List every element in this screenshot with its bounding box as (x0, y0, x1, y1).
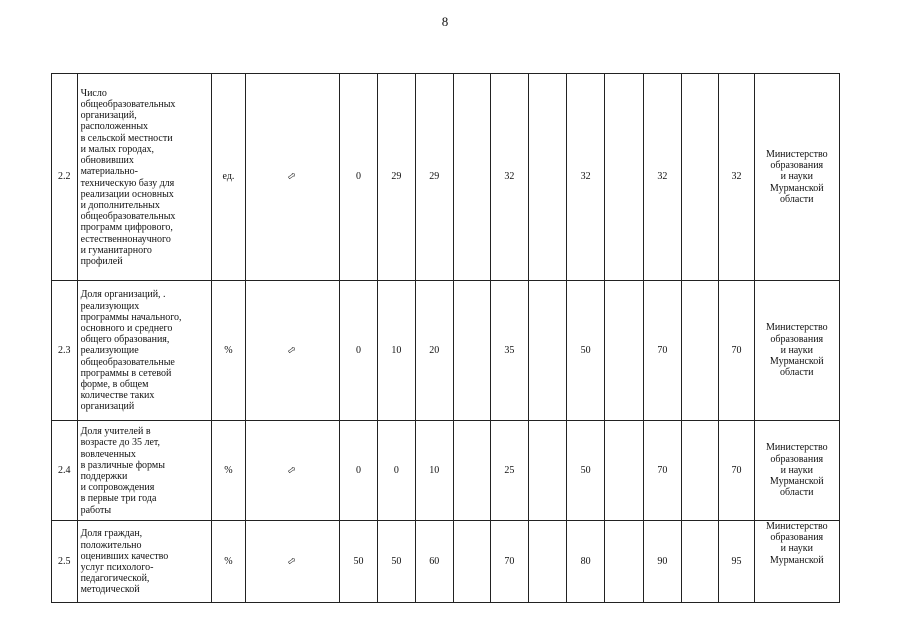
value-cell: 0 (339, 281, 377, 421)
value-cell (528, 281, 566, 421)
value-cell: 0 (339, 74, 377, 281)
value-cell: 32 (491, 74, 528, 281)
value-cell (453, 281, 490, 421)
value-cell: 50 (566, 281, 604, 421)
value-cell (605, 281, 643, 421)
indicators-table (51, 73, 840, 603)
row-number: 2.3 (52, 281, 78, 421)
indicator-name: Доля учителей в возрасте до 35 лет, вовлеченных в различные формы поддержки и сопровождения в первые три года работы (77, 421, 211, 521)
table-row (52, 421, 840, 521)
indicator-name: Доля организаций, . реализующих программы начального, основного и среднего общего образования, реализующие общеобразовательные программы в сетевой форме, в общем количестве таких организаций (77, 281, 211, 421)
value-cell: 70 (491, 521, 528, 603)
unit-cell: % (211, 281, 245, 421)
table-row (52, 281, 840, 421)
arrow-up-right-icon: ⇨ (285, 463, 299, 478)
arrow-up-right-icon: ⇨ (285, 169, 299, 184)
value-cell (682, 521, 719, 603)
trend-cell (246, 421, 340, 521)
unit-cell: % (211, 521, 245, 603)
value-cell (605, 74, 643, 281)
unit-cell: % (211, 421, 245, 521)
arrow-up-right-icon: ⇨ (285, 343, 299, 358)
value-cell: 70 (719, 281, 754, 421)
trend-cell (246, 281, 340, 421)
value-cell: 20 (415, 281, 453, 421)
indicator-name: Доля граждан, положительно оценивших качество услуг психолого- педагогической, методической (77, 521, 211, 603)
value-cell: 32 (719, 74, 754, 281)
value-cell: 70 (643, 281, 681, 421)
value-cell: 90 (643, 521, 681, 603)
row-number: 2.4 (52, 421, 78, 521)
responsible-org: Министерство образования и науки Мурманской области (754, 74, 839, 281)
value-cell (528, 74, 566, 281)
value-cell: 32 (566, 74, 604, 281)
value-cell (528, 421, 566, 521)
value-cell: 29 (415, 74, 453, 281)
value-cell: 10 (415, 421, 453, 521)
value-cell: 25 (491, 421, 528, 521)
row-number: 2.5 (52, 521, 78, 603)
value-cell: 32 (643, 74, 681, 281)
table-row (52, 74, 840, 281)
value-cell: 29 (378, 74, 415, 281)
value-cell (605, 421, 643, 521)
value-cell (682, 421, 719, 521)
responsible-org: Министерство образования и науки Мурманской области (754, 421, 839, 521)
trend-cell (246, 74, 340, 281)
value-cell: 70 (643, 421, 681, 521)
value-cell: 95 (719, 521, 754, 603)
value-cell: 35 (491, 281, 528, 421)
value-cell (682, 281, 719, 421)
value-cell (453, 74, 490, 281)
value-cell: 70 (719, 421, 754, 521)
value-cell: 0 (378, 421, 415, 521)
indicator-name: Число общеобразовательных организаций, расположенных в сельской местности и малых городах, обновивших материально- техническую базу для реализации основных и дополнительных общеобразовательных программ цифрового, естественнонаучного и гуманитарного профилей (77, 74, 211, 281)
value-cell (453, 421, 490, 521)
value-cell: 50 (566, 421, 604, 521)
value-cell (682, 74, 719, 281)
page-number: 8 (441, 14, 449, 29)
trend-cell (246, 521, 340, 603)
table-row (52, 521, 840, 603)
value-cell: 10 (378, 281, 415, 421)
arrow-up-right-icon: ⇨ (285, 554, 299, 569)
responsible-org: Министерство образования и науки Мурманской (754, 521, 839, 603)
value-cell (605, 521, 643, 603)
value-cell: 50 (378, 521, 415, 603)
value-cell: 0 (339, 421, 377, 521)
responsible-org: Министерство образования и науки Мурманской области (754, 281, 839, 421)
value-cell: 60 (415, 521, 453, 603)
row-number: 2.2 (52, 74, 78, 281)
value-cell (528, 521, 566, 603)
value-cell (453, 521, 490, 603)
value-cell: 50 (339, 521, 377, 603)
value-cell: 80 (566, 521, 604, 603)
unit-cell: ед. (211, 74, 245, 281)
